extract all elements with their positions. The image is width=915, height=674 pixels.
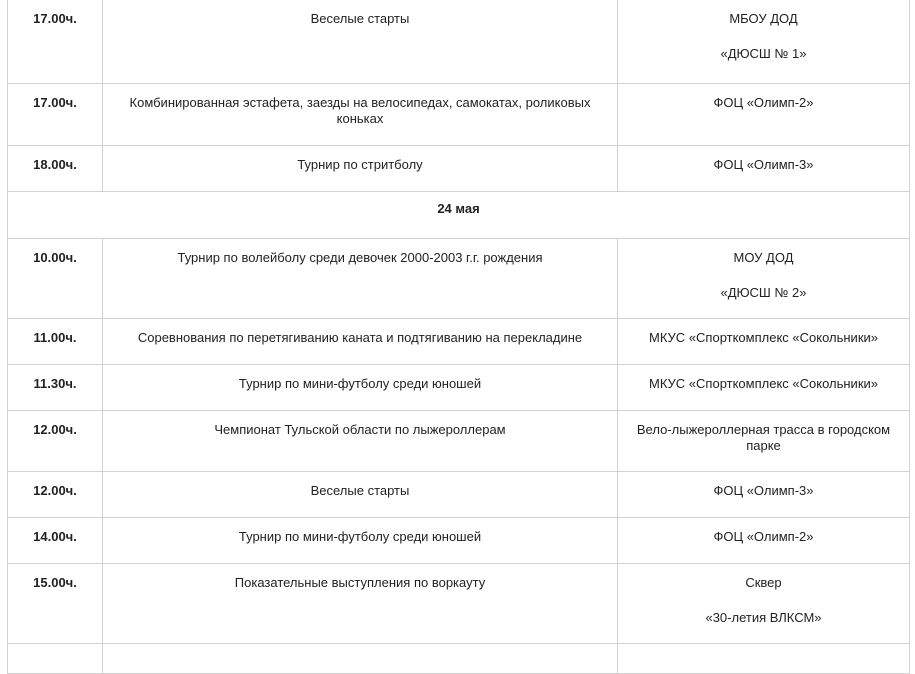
venue-cell bbox=[618, 365, 910, 411]
table-row bbox=[8, 411, 910, 472]
event-cell: Чемпионат Тульской области по лыжероллерам bbox=[103, 411, 618, 472]
date-heading: 24 мая bbox=[8, 192, 910, 239]
venue-line: ФОЦ «Олимп-3» bbox=[713, 483, 814, 498]
event-cell: Турнир по мини-футболу среди юношей bbox=[103, 365, 618, 411]
time-cell: 12.00ч. bbox=[8, 472, 103, 518]
time-cell: 17.00ч. bbox=[8, 84, 103, 146]
event-cell: Веселые старты bbox=[103, 0, 618, 84]
event-cell: Турнир по стритболу bbox=[103, 146, 618, 192]
venue-cell bbox=[618, 644, 910, 674]
date-row bbox=[8, 192, 910, 239]
time-cell: 11.30ч. bbox=[8, 365, 103, 411]
table-row bbox=[8, 365, 910, 411]
time-cell: 10.00ч. bbox=[8, 239, 103, 319]
venue-line: МКУС «Спорткомплекс «Сокольники» bbox=[649, 330, 878, 345]
venue-line: МКУС «Спорткомплекс «Сокольники» bbox=[649, 376, 878, 391]
table-row bbox=[8, 644, 910, 674]
venue-cell bbox=[618, 319, 910, 365]
venue-cell bbox=[618, 239, 910, 319]
time-cell: 14.00ч. bbox=[8, 518, 103, 564]
venue-line: «ДЮСШ № 2» bbox=[720, 285, 807, 300]
event-cell: Комбинированная эстафета, заезды на велосипедах, самокатах, роликовых коньках bbox=[103, 84, 618, 146]
table-row bbox=[8, 84, 910, 146]
venue-line: «30-летия ВЛКСМ» bbox=[705, 610, 822, 625]
venue-line: Вело-лыжероллерная трасса в городском парке bbox=[636, 422, 891, 453]
venue-cell bbox=[618, 411, 910, 472]
event-cell: Веселые старты bbox=[103, 472, 618, 518]
venue-line: МБОУ ДОД bbox=[729, 11, 798, 26]
venue-cell bbox=[618, 146, 910, 192]
event-cell: Турнир по мини-футболу среди юношей bbox=[103, 518, 618, 564]
event-cell: Показательные выступления по воркауту bbox=[103, 564, 618, 644]
event-cell bbox=[103, 644, 618, 674]
table-row bbox=[8, 319, 910, 365]
venue-cell bbox=[618, 84, 910, 146]
time-cell: 12.00ч. bbox=[8, 411, 103, 472]
time-cell: 18.00ч. bbox=[8, 146, 103, 192]
venue-cell bbox=[618, 518, 910, 564]
table-row bbox=[8, 0, 910, 84]
table-row bbox=[8, 239, 910, 319]
event-cell: Турнир по волейболу среди девочек 2000-2003 г.г. рождения bbox=[103, 239, 618, 319]
time-cell bbox=[8, 644, 103, 674]
venue-line: ФОЦ «Олимп-2» bbox=[713, 95, 814, 110]
time-cell: 17.00ч. bbox=[8, 0, 103, 84]
table-row bbox=[8, 472, 910, 518]
table-row bbox=[8, 518, 910, 564]
table-row bbox=[8, 146, 910, 192]
venue-cell bbox=[618, 472, 910, 518]
venue-line: Сквер bbox=[745, 575, 782, 590]
time-cell: 15.00ч. bbox=[8, 564, 103, 644]
venue-cell bbox=[618, 0, 910, 84]
table-row bbox=[8, 564, 910, 644]
venue-cell bbox=[618, 564, 910, 644]
venue-line: ФОЦ «Олимп-3» bbox=[713, 157, 814, 172]
event-cell: Соревнования по перетягиванию каната и подтягиванию на перекладине bbox=[103, 319, 618, 365]
schedule-table bbox=[7, 0, 910, 674]
venue-line: «ДЮСШ № 1» bbox=[720, 46, 807, 61]
time-cell: 11.00ч. bbox=[8, 319, 103, 365]
venue-line: ФОЦ «Олимп-2» bbox=[713, 529, 814, 544]
venue-line: МОУ ДОД bbox=[733, 250, 794, 265]
